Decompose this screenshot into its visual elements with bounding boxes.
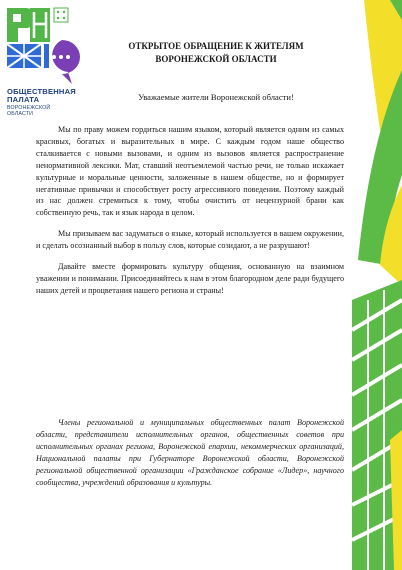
- decorative-side-band: [350, 0, 402, 570]
- organization-region-line2: ОБЛАСТИ: [7, 111, 34, 117]
- page-title-line2: ВОРОНЕЖСКОЙ ОБЛАСТИ: [155, 54, 277, 64]
- logo: [4, 4, 84, 116]
- page-title: [100, 40, 332, 66]
- signatories: Члены региональной и муниципальных общественных палат Воронежской области, представители исполнительных органов, общественных советов при исполнительных органах региона, Воронежской епархии, некоммерческих организаций, Национальной палаты при Губернаторе Воронежской области, Воронежской региональной общественной организации «Гражданское собрание «Лидер», научного сообщества, учреждений образования и культуры.: [36, 418, 344, 487]
- page-title-line1: ОТКРЫТОЕ ОБРАЩЕНИЕ К ЖИТЕЛЯМ: [128, 41, 304, 51]
- appeal-body: [36, 124, 344, 306]
- organization-name-line1: ОБЩЕСТВЕННАЯ: [7, 87, 76, 96]
- paragraph: Мы призываем вас задуматься о языке, который используется в вашем окружении, и сделать осознанный выбор в пользу слов, которые созидают, а не разрушают!: [36, 229, 344, 251]
- organization-region-line1: ВОРОНЕЖСКОЙ: [7, 105, 51, 111]
- organization-name-line2: ПАЛАТА: [7, 95, 40, 104]
- paragraph: Давайте вместе формировать культуру общения, основанную на взаимном уважении и понимании. Присоединяйтесь к нам в этом благородном деле ради будущего наших детей и процветания нашего региона и страны!: [36, 262, 344, 295]
- organization-region: [7, 105, 87, 117]
- paragraph: Мы по праву можем гордиться нашим языком, который является одним из самых красивых, богатых и выразительных в мире. С каждым годом наше общество сталкивается с новыми вызовами, и одним из вызовов является распространение ненормативной лексики. Мат, ставший неотъемлемой частью речи, не только искажает культурные и моральные ценности, заложенные в нашем обществе, но и формирует негативные привычки и способствует росту агрессивного поведения. Поэтому каждый из нас должен стремиться к тому, чтобы очистить от нецензурной брани как собственную речь, так и язык народа в целом.: [36, 125, 344, 218]
- public-chamber-emblem-icon: [4, 4, 84, 86]
- organization-name: [7, 88, 87, 104]
- greeting: Уважаемые жители Воронежской области!: [138, 92, 294, 102]
